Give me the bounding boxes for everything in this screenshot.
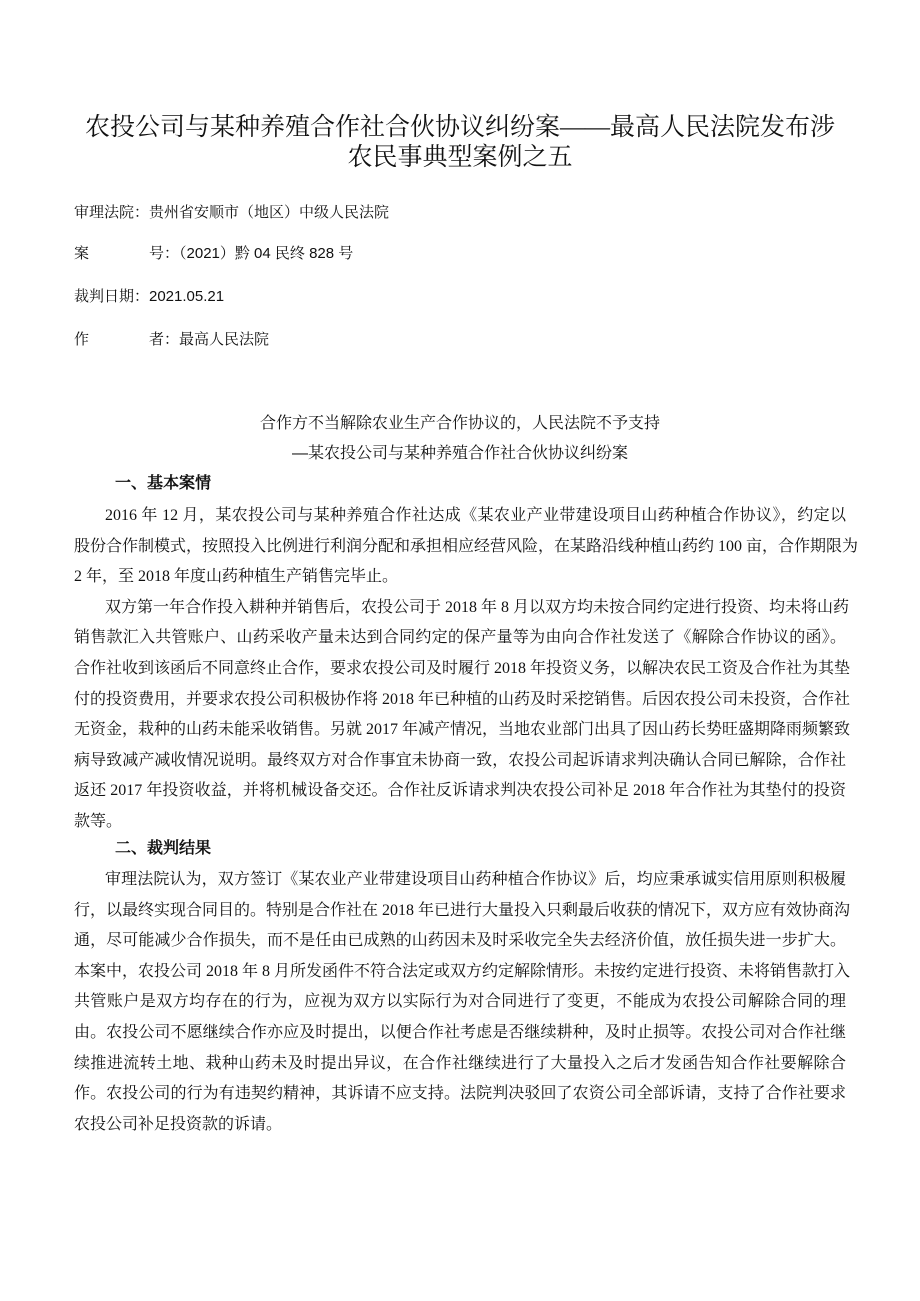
case-number-label: 案 号： bbox=[74, 245, 180, 262]
section-heading: 一、基本案情 bbox=[115, 475, 212, 492]
author-field bbox=[74, 330, 269, 350]
paragraph-line: 2 年，至 2018 年度山药种植生产销售完毕止。 bbox=[74, 568, 399, 586]
paragraph-line: 无资金，栽种的山药未能采收销售。另就 2017 年减产情况，当地农业部门出具了因山药长势旺盛期降雨频繁致 bbox=[74, 721, 851, 739]
paragraph-line: 由。农投公司不愿继续合作亦应及时提出，以便合作社考虑是否继续耕种，及时止损等。农投公司对合作社继 bbox=[74, 1024, 846, 1041]
paragraph-line: 行，以最终实现合同目的。特别是合作社在 2018 年已进行大量投入只剩最后收获的情况下，双方应有效协商沟 bbox=[74, 901, 851, 919]
paragraph-line: 双方第一年合作投入耕种并销售后，农投公司于 2018 年 8 月以双方均未按合同约定进行投资、均未将山药 bbox=[105, 598, 850, 616]
author-label: 作 者： bbox=[74, 332, 180, 348]
paragraph-line: 2016 年 12 月，某农投公司与某种养殖合作社达成《某农业产业带建设项目山药种植合作协议》，约定以 bbox=[105, 507, 846, 524]
paragraph-line: 款等。 bbox=[74, 813, 123, 830]
paragraph-line: 返还 2017 年投资收益，并将机械设备交还。合作社反诉请求判决农投公司补足 2018 年合作社为其垫付的投资 bbox=[74, 782, 846, 800]
paragraph-line: 病导致减产减收情况说明。最终双方对合作事宜未协商一致，农投公司起诉请求判决确认合同已解除，合作社 bbox=[74, 751, 846, 769]
paragraph-line: 付的投资费用，并要求农投公司积极协作将 2018 年已种植的山药及时采挖销售。后因农投公司未投资，合作社 bbox=[74, 690, 851, 708]
author-value: 最高人民法院 bbox=[179, 332, 270, 348]
paragraph-line: 通，尽可能减少合作损失，而不是任由已成熟的山药因未及时采收完全失去经济价值，放任损失进一步扩大。 bbox=[74, 932, 846, 950]
title-line: 农投公司与某种养殖合作社合伙协议纠纷案——最高人民法院发布涉 bbox=[84, 114, 835, 141]
case-number-field bbox=[74, 244, 353, 264]
paragraph-line: 作。农投公司的行为有违契约精神，其诉请不应支持。法院判决驳回了农资公司全部诉请，支持了合作社要求 bbox=[74, 1085, 846, 1103]
paragraph-line: 农投公司补足投资款的诉请。 bbox=[74, 1115, 283, 1133]
paragraph-line: 共管账户是双方均存在的行为，应视为双方以实际行为对合同进行了变更，不能成为农投公司解除合同的理 bbox=[74, 993, 846, 1011]
paragraph-line: 合作社收到该函后不同意终止合作，要求农投公司及时履行 2018 年投资义务，以解决农民工资及合作社为其垫 bbox=[74, 660, 851, 677]
paragraph-line: 审理法院认为，双方签订《某农业产业带建设项目山药种植合作协议》后，均应秉承诚实信用原则积极履 bbox=[105, 871, 846, 888]
judgment-date-field: 裁判日期：2021.05.21 bbox=[74, 288, 225, 305]
paragraph-line: 本案中，农投公司 2018 年 8 月所发函件不符合法定或双方约定解除情形。未按约定进行投资、未将销售款打入 bbox=[74, 962, 851, 980]
subtitle-line: —某农投公司与某种养殖合作社合伙协议纠纷案 bbox=[291, 445, 628, 462]
paragraph-line: 股份合作制模式，按照投入比例进行利润分配和承担相应经营风险，在某路沿线种植山药约 100 亩，合作期限为 bbox=[74, 537, 859, 555]
paragraph-line: 续推进流转土地、栽种山药未及时提出异议，在合作社继续进行了大量投入之后才发函告知合作社要解除合 bbox=[74, 1054, 846, 1072]
section-heading: 二、裁判结果 bbox=[115, 840, 212, 857]
paragraph-line: 销售款汇入共管账户、山药采收产量未达到合同约定的保产量等为由向合作社发送了《解除合作协议的函》。 bbox=[74, 629, 846, 647]
court-field: 审理法院：贵州省安顺市（地区）中级人民法院 bbox=[74, 205, 390, 221]
case-number-value: （2021）黔 04 民终 828 号 bbox=[179, 245, 354, 262]
title-line: 农民事典型案例之五 bbox=[347, 144, 573, 171]
subtitle-line: 合作方不当解除农业生产合作协议的，人民法院不予支持 bbox=[259, 415, 660, 432]
